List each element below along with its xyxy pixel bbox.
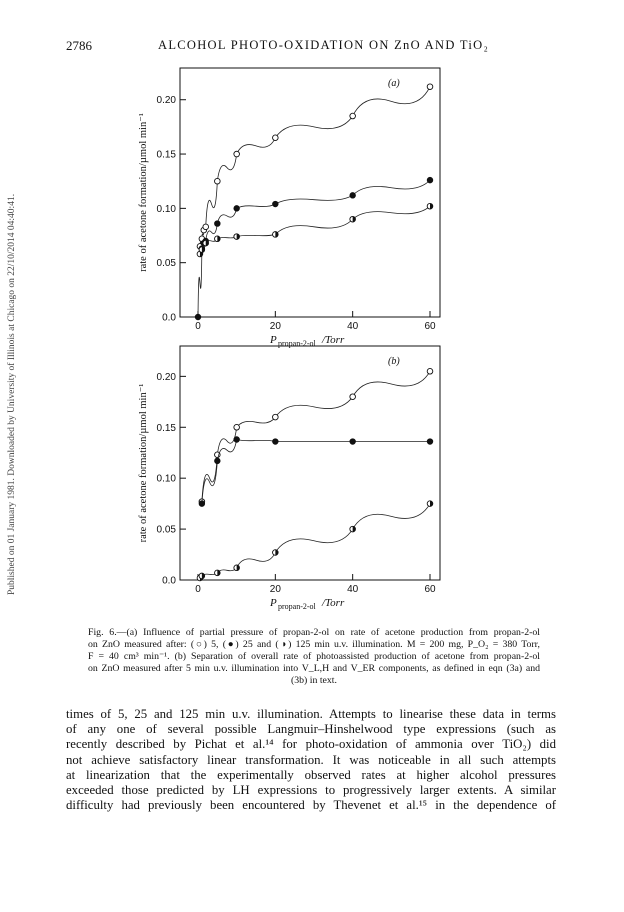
panel-label: (a) bbox=[388, 78, 400, 89]
data-point-filled bbox=[215, 221, 221, 227]
x-tick-label: 0 bbox=[195, 321, 201, 332]
y-tick-label: 0.10 bbox=[156, 473, 176, 485]
x-tick-label: 60 bbox=[424, 321, 436, 332]
caption-line: on ZnO measured after 5 min u.v. illumination into V_L,H and V_ER components, as defined in eqn (3a) and bbox=[88, 663, 540, 674]
page-number: 2786 bbox=[66, 38, 92, 53]
data-point-filled bbox=[215, 458, 221, 464]
figure-panel-a bbox=[130, 62, 460, 354]
y-tick-label: 0.10 bbox=[156, 203, 176, 215]
x-tick-label: 40 bbox=[347, 584, 359, 595]
figure-panel-b bbox=[130, 340, 460, 620]
data-point-open bbox=[350, 113, 356, 119]
running-head: ALCOHOL PHOTO-OXIDATION ON ZnO AND TiO₂ bbox=[158, 38, 490, 52]
data-point-filled bbox=[234, 437, 240, 443]
y-tick-label: 0.0 bbox=[162, 312, 176, 324]
data-point-filled bbox=[199, 501, 205, 507]
data-point-open bbox=[350, 394, 356, 400]
side-note-text: Published on 01 January 1981. Downloaded by University of Illinois at Chicago on 22/10/2014 04:40:41. bbox=[7, 193, 17, 595]
x-axis-label-subscript: propan-2-ol bbox=[278, 339, 316, 348]
series-line bbox=[202, 439, 430, 503]
data-point-filled bbox=[195, 314, 201, 320]
body-line: difficulty had previously been encountered by Thevenet et al.¹⁵ in the dependence of bbox=[66, 798, 556, 813]
chart-svg bbox=[130, 340, 460, 620]
caption-line: F = 40 cm³ min⁻¹. (b) Separation of overall rate of photoassisted production of acetone from propan-2-ol bbox=[88, 651, 540, 662]
caption-line: on ZnO measured after: (○) 5, (●) 25 and (◑) 125 min u.v. illumination. M = 200 mg, P_O₂ = 380 Torr, bbox=[88, 639, 540, 650]
data-point-filled bbox=[350, 439, 356, 445]
x-tick-label: 60 bbox=[424, 584, 436, 595]
series-line bbox=[200, 206, 430, 254]
x-tick-label: 0 bbox=[195, 584, 201, 595]
data-point-open bbox=[273, 414, 279, 420]
body-line: times of 5, 25 and 125 min u.v. illumination. Attempts to linearise these data in terms bbox=[66, 707, 556, 721]
x-tick-label: 20 bbox=[269, 321, 281, 332]
y-tick-label: 0.15 bbox=[156, 422, 176, 434]
caption-line: (3b) in text. bbox=[291, 675, 337, 686]
data-point-open bbox=[215, 178, 221, 184]
x-axis-label-unit: /Torr bbox=[322, 597, 345, 609]
caption-line: Fig. 6.—(a) Influence of partial pressure of propan-2-ol on rate of acetone production from propan-2-ol bbox=[88, 627, 540, 638]
body-paragraph bbox=[66, 707, 556, 813]
data-point-filled bbox=[273, 439, 279, 445]
y-axis-label: rate of acetone formation/µmol min⁻¹ bbox=[138, 113, 149, 272]
body-line: of any one of several possible Langmuir–Hinshelwood type expressions (such as bbox=[66, 722, 556, 737]
y-tick-label: 0.15 bbox=[156, 149, 176, 161]
series-line bbox=[198, 180, 430, 317]
data-point-open bbox=[427, 368, 433, 374]
body-line: at linearization that the experimentally observed rates at higher alcohol pressures bbox=[66, 767, 556, 782]
x-axis-label: P bbox=[270, 334, 277, 346]
x-axis-label-unit: /Torr bbox=[322, 334, 345, 346]
figure-caption bbox=[88, 627, 540, 687]
data-point-open bbox=[203, 224, 209, 230]
data-point-filled bbox=[234, 206, 240, 212]
y-tick-label: 0.20 bbox=[156, 371, 176, 383]
chart-svg bbox=[130, 62, 460, 354]
side-note bbox=[2, 95, 20, 595]
y-tick-label: 0.20 bbox=[156, 95, 176, 107]
x-tick-label: 40 bbox=[347, 321, 359, 332]
body-line: not achieve satisfactory linear transformation. It was noticeable in all such attempts bbox=[66, 752, 556, 767]
data-point-open bbox=[234, 424, 240, 430]
x-axis-label: P bbox=[270, 597, 277, 609]
data-point-open bbox=[234, 151, 240, 157]
data-point-filled bbox=[273, 201, 279, 207]
x-tick-label: 20 bbox=[269, 584, 281, 595]
y-tick-label: 0.0 bbox=[162, 575, 176, 587]
plot-frame bbox=[180, 68, 440, 317]
data-point-open bbox=[427, 84, 433, 90]
y-tick-label: 0.05 bbox=[156, 524, 176, 536]
body-line: recently described by Pichat et al.¹⁴ for photo-oxidation of ammonia over TiO₂) did bbox=[66, 737, 556, 752]
data-point-filled bbox=[427, 177, 433, 183]
data-point-filled bbox=[350, 193, 356, 199]
y-axis-label: rate of acetone formation/µmol min⁻¹ bbox=[138, 383, 149, 543]
body-line: exceeded those predicted by LH expressions to progressively larger extents. A similar bbox=[66, 783, 556, 798]
x-axis-label-subscript: propan-2-ol bbox=[278, 602, 316, 611]
data-point-open bbox=[273, 135, 279, 141]
panel-label: (b) bbox=[388, 356, 400, 367]
data-point-filled bbox=[427, 439, 433, 445]
y-tick-label: 0.05 bbox=[156, 258, 176, 270]
series-line bbox=[200, 87, 430, 247]
